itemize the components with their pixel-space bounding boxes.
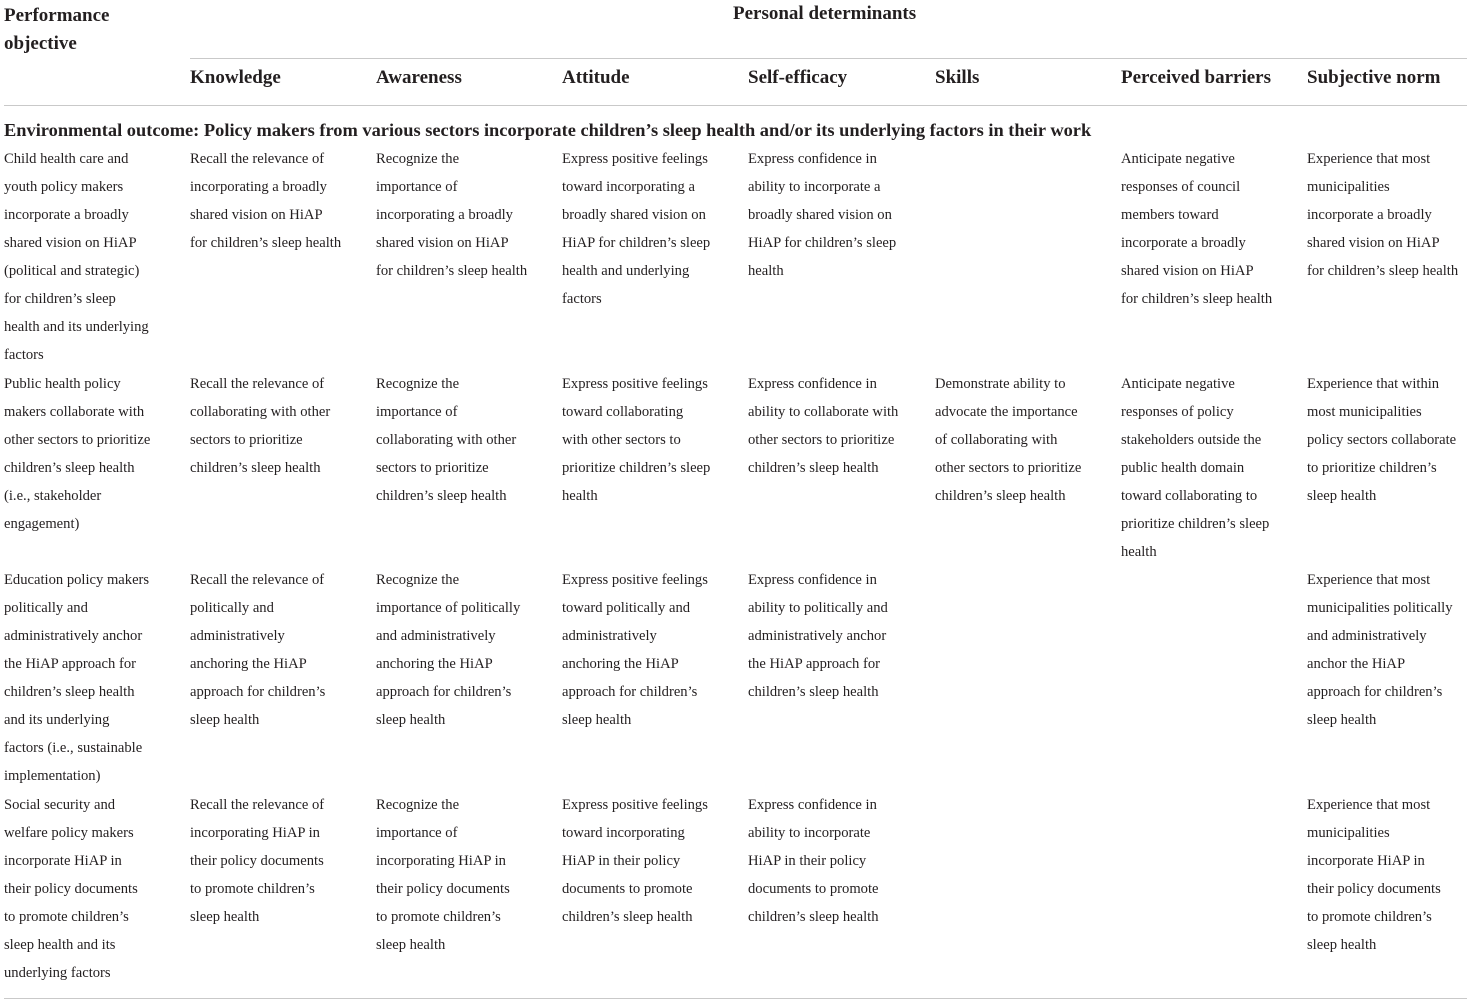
column-header-skills: Skills <box>935 67 980 88</box>
row-knowledge: Recall the relevance of incorporating a broadly shared vision on HiAP for children’s sleep health <box>190 151 342 251</box>
row-perceived-barriers: Anticipate negative responses of council members toward incorporate a broadly shared vision on HiAP for children’s sleep health <box>1121 151 1273 307</box>
header-bottom-rule <box>4 105 1467 106</box>
table-bottom-rule <box>4 998 1467 999</box>
row-subjective-norm: Experience that most municipalities incorporate a broadly shared vision on HiAP for children’s sleep health <box>1307 151 1459 279</box>
row-self-efficacy: Express confidence in ability to politically and administratively anchor the HiAP approach for children’s sleep health <box>748 572 888 700</box>
section-title: Environmental outcome: Policy makers from various sectors incorporate children’s sleep health and/or its underlying factors in their work <box>4 120 1092 140</box>
performance-objective-header: Performance objective <box>4 5 110 54</box>
row-attitude: Express positive feelings toward incorporating HiAP in their policy documents to promote children’s sleep health <box>562 797 708 925</box>
row-knowledge: Recall the relevance of politically and administratively anchoring the HiAP approach for children’s sleep health <box>190 572 326 728</box>
row-self-efficacy: Express confidence in ability to incorporate a broadly shared vision on HiAP for children’s sleep health <box>748 151 897 279</box>
row-objective: Public health policy makers collaborate with other sectors to prioritize children’s sleep health (i.e., stakeholder engagement) <box>4 376 151 532</box>
row-awareness: Recognize the importance of incorporating HiAP in their policy documents to promote children’s sleep health <box>376 797 510 953</box>
row-knowledge: Recall the relevance of collaborating with other sectors to prioritize children’s sleep health <box>190 376 331 476</box>
row-objective: Child health care and youth policy makers incorporate a broadly shared vision on HiAP (political and strategic) for children’s sleep health and its underlying factors <box>4 151 149 363</box>
column-header-knowledge: Knowledge <box>190 67 281 88</box>
column-header-awareness: Awareness <box>376 67 462 88</box>
header-divider <box>190 58 1467 59</box>
row-skills: Demonstrate ability to advocate the importance of collaborating with other sectors to prioritize children’s sleep health <box>935 376 1082 504</box>
row-subjective-norm: Experience that most municipalities incorporate HiAP in their policy documents to promote children’s sleep health <box>1307 797 1441 953</box>
row-self-efficacy: Express confidence in ability to collaborate with other sectors to prioritize children’s sleep health <box>748 376 899 476</box>
row-objective: Social security and welfare policy makers incorporate HiAP in their policy documents to promote children’s sleep health and its underlying factors <box>4 797 138 981</box>
column-header-attitude: Attitude <box>562 67 630 88</box>
column-header-subjective-norm: Subjective norm <box>1307 67 1441 88</box>
row-subjective-norm: Experience that most municipalities politically and administratively anchor the HiAP approach for children’s sleep health <box>1307 572 1453 728</box>
row-subjective-norm: Experience that within most municipalities policy sectors collaborate to prioritize children’s sleep health <box>1307 376 1457 504</box>
row-self-efficacy: Express confidence in ability to incorporate HiAP in their policy documents to promote children’s sleep health <box>748 797 879 925</box>
row-attitude: Express positive feelings toward incorporating a broadly shared vision on HiAP for children’s sleep health and underlying factors <box>562 151 711 307</box>
column-header-perceived-barriers: Perceived barriers <box>1121 67 1271 88</box>
row-awareness: Recognize the importance of politically and administratively anchoring the HiAP approach for children’s sleep health <box>376 572 521 728</box>
row-attitude: Express positive feelings toward collaborating with other sectors to prioritize children’s sleep health <box>562 376 711 504</box>
row-awareness: Recognize the importance of incorporating a broadly shared vision on HiAP for children’s sleep health <box>376 151 528 279</box>
column-header-self-efficacy: Self-efficacy <box>748 67 848 88</box>
row-knowledge: Recall the relevance of incorporating HiAP in their policy documents to promote children’s sleep health <box>190 797 325 925</box>
row-perceived-barriers: Anticipate negative responses of policy stakeholders outside the public health domain toward collaborating to prioritize children’s sleep health <box>1121 376 1270 560</box>
personal-determinants-header: Personal determinants <box>733 3 917 24</box>
row-attitude: Express positive feelings toward politically and administratively anchoring the HiAP approach for children’s sleep health <box>562 572 708 728</box>
row-objective: Education policy makers politically and administratively anchor the HiAP approach for children’s sleep health and its underlying factors (i.e., sustainable implementation) <box>4 572 150 784</box>
row-awareness: Recognize the importance of collaborating with other sectors to prioritize children’s sleep health <box>376 376 517 504</box>
